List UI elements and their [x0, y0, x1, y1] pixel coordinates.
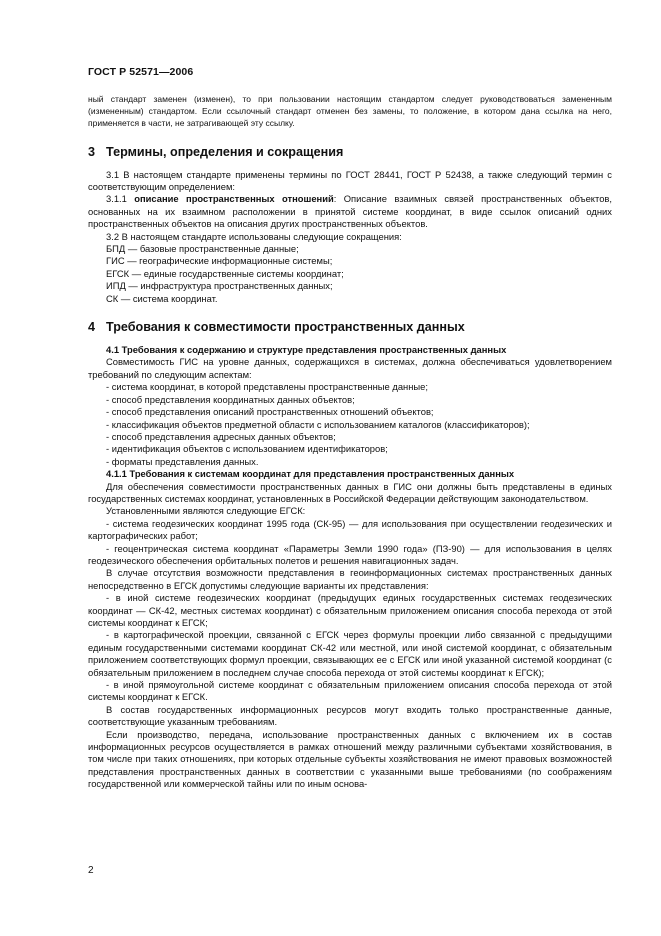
list-item: - способ представления описаний пространственных отношений объектов;: [106, 406, 434, 418]
page-content: [88, 93, 612, 791]
paragraph-4-1-1-b: Установленными являются следующие ЕГСК:: [106, 505, 306, 517]
section-4-heading: [88, 319, 612, 335]
list-item: - форматы представления данных.: [106, 455, 259, 467]
section-3-heading: [88, 144, 612, 160]
list-item: - классификация объектов предметной области с использованием каталогов (классификаторов);: [106, 418, 530, 430]
section-4-title: Требования к совместимости пространственных данных: [106, 320, 465, 335]
term-definition: : Описание взаимных связей пространственных объектов, основанных на их взаимном расположении в принятой системе координат, в виде ссылок описаний одних пространственных объектов на описания других пространственных объектов.: [88, 193, 613, 230]
paragraph-3-1: 3.1 В настоящем стандарте применены термины по ГОСТ 28441, ГОСТ Р 52438, а также следующий термин с соответствующим определением:: [88, 168, 612, 193]
abbreviation-item: ГИС — географические информационные системы;: [106, 255, 333, 267]
paragraph-4-1: Совместимость ГИС на уровне данных, содержащихся в системах, должна обеспечиваться удовлетворением требований по следующим аспектам:: [88, 356, 612, 380]
abbreviation-item: БПД — базовые пространственные данные;: [106, 243, 299, 255]
paragraph-4-1-1-e: Если производство, передача, использование пространственных данных с включением их в состав информационных ресурсов осуществляется в рамках отношений между различными субъектами хозяйствования, в том числе при таких отношениях, при которых отдельные субъекты хозяйствования не имеют правовых возможностей представления пространственных данных в соответствии с указанными выше требованиями (по соображениям государственной или коммерческой тайны или по иным основа-: [88, 728, 612, 790]
abbreviation-item: ИПД — инфраструктура пространственных данных;: [106, 280, 333, 292]
abbreviation-item: СК — система координат.: [106, 292, 218, 304]
subsection-4-1-heading: 4.1 Требования к содержанию и структуре представления пространственных данных: [106, 344, 507, 356]
paragraph-4-1-1-a: Для обеспечения совместимости пространственных данных в ГИС они должны быть представлены в единых государственных системах координат, установленных в Российской Федерации действующим законодательством.: [88, 480, 612, 504]
term-spatial-relations: описание пространственных отношений: [134, 193, 334, 205]
paragraph-3-1-1: [88, 193, 612, 230]
intro-paragraph: ный стандарт заменен (изменен), то при пользовании настоящим стандартом следует руководствоваться замененным (измененным) стандартом. Если ссылочный стандарт отменен без замены, то положение, в котором дана ссылка на него, применяется в части, не затрагивающей эту ссылку.: [88, 94, 612, 129]
section-3-number: 3: [88, 144, 96, 159]
document-header: ГОСТ Р 52571—2006: [88, 66, 194, 78]
section-3-title: Термины, определения и сокращения: [106, 144, 344, 159]
paragraph-3-1-1-number: 3.1.1: [106, 193, 127, 205]
subsection-4-1-1-heading: 4.1.1 Требования к системам координат для представления пространственных данных: [106, 468, 515, 480]
list-item: - идентификация объектов с использованием идентификаторов;: [106, 443, 388, 455]
paragraph-3-2: 3.2 В настоящем стандарте использованы следующие сокращения:: [106, 230, 402, 242]
page-number: 2: [88, 865, 94, 876]
list-item: - геоцентрическая система координат «Параметры Земли 1990 года» (ПЗ-90) — для использования в целях геодезического обеспечения орбитальных полетов и решения навигационных задач.: [88, 542, 612, 566]
list-item: - способ представления координатных данных объектов;: [106, 393, 355, 405]
abbreviation-item: ЕГСК — единые государственные системы координат;: [106, 267, 344, 279]
paragraph-4-1-1-c: В случае отсутствия возможности представления в геоинформационных системах пространственных данных непосредственно в ЕГСК допустимы следующие варианты их представления:: [88, 567, 612, 591]
paragraph-4-1-1-d: В состав государственных информационных ресурсов могут входить только пространственные данные, соответствующие указанным требованиям.: [88, 703, 612, 728]
list-item: - система координат, в которой представлены пространственные данные;: [106, 381, 428, 393]
list-item: - в иной прямоугольной системе координат с обязательным приложением описания способа перехода от этой системы координат к ЕГСК.: [88, 679, 612, 703]
list-item: - в иной системе геодезических координат (предыдущих единых государственных системах геодезических координат — СК-42, местных системах координат) с обязательным приложением описания способа перехода от этой системы координат к ЕГСК;: [88, 592, 612, 629]
list-item: - в картографической проекции, связанной с ЕГСК через формулы проекции либо связанной с предыдущими единым государственными системами координат СК-42 или местной, или иной системой координат, с обязательным приложением соответствующих формул проекции, связывающих ее с ЕГСК или иной указанной системой координат (с обязательным приложением в последнем случае способа перехода от этой системы координат к ЕГСК);: [88, 629, 612, 678]
list-item: - способ представления адресных данных объектов;: [106, 430, 336, 442]
section-4-number: 4: [88, 320, 96, 335]
list-item: - система геодезических координат 1995 года (СК-95) — для использования при осуществлении геодезических и картографических работ;: [88, 517, 612, 542]
